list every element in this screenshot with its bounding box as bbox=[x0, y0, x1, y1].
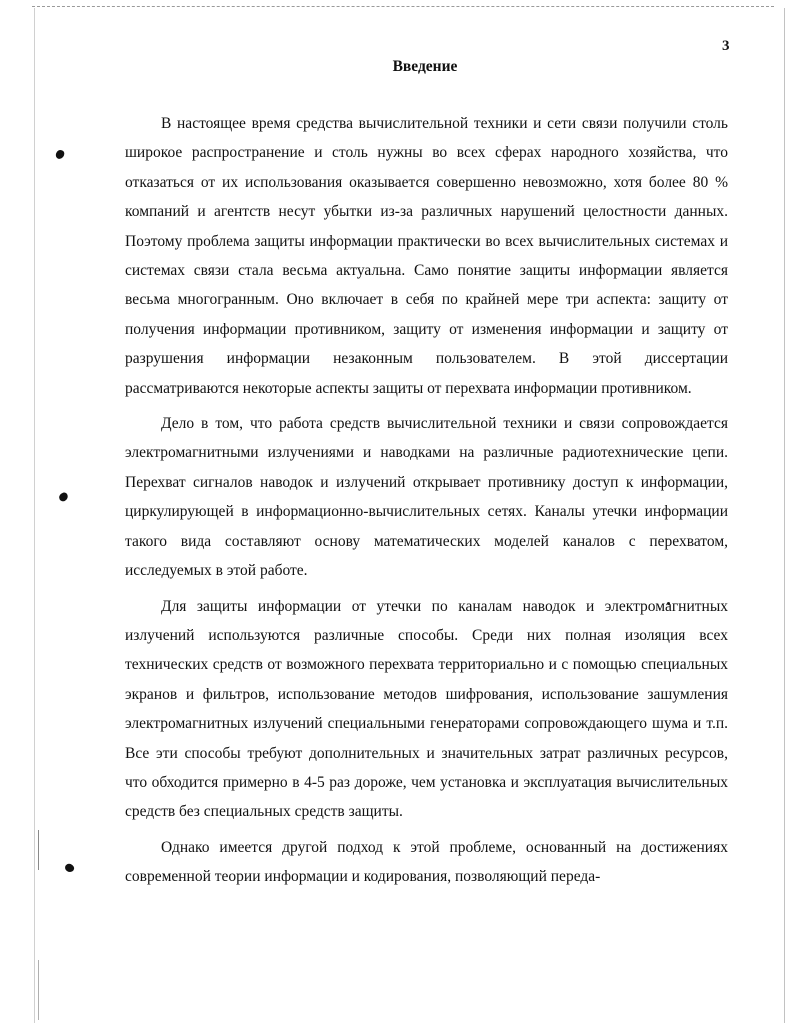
paragraph: Дело в том, что работа средств вычислительной техники и связи сопровождается электромагнитными излучениями и наводками на различные радиотехнические цепи. Перехват сигналов наводок и излучений открывает противнику доступ к информации, циркулирующей в информационно-вычислительных сетях. Каналы утечки информации такого вида составляют основу математических моделей каналов с перехватом, исследуемых в этой работе. bbox=[125, 415, 728, 580]
binding-hole-mark bbox=[55, 149, 66, 160]
scan-edge-right bbox=[784, 8, 785, 1023]
scan-edge-left bbox=[34, 8, 35, 1023]
scan-artifact-line bbox=[38, 960, 39, 1020]
scan-edge-top bbox=[32, 6, 774, 7]
page-title: Введение bbox=[392, 58, 458, 75]
paragraph: Для защиты информации от утечки по каналам наводок и электромагнитных излучений используются различные способы. Среди них полная изоляция всех технических средств от возможного перехвата территориально и с помощью специальных экранов и фильтров, использование методов шифрования, использование зашумления электромагнитных излучений специальными генераторами сопровождающего шума и т.п. Все эти способы требуют дополнительных и значительных затрат различных ресурсов, что обходится примерно в 4-5 раз дороже, чем установка и эксплуатация вычислительных средств без специальных средств защиты. bbox=[125, 597, 728, 821]
paragraph: В настоящее время средства вычислительной техники и сети связи получили столь широкое распространение и столь нужны во всех сферах народного хозяйства, что отказаться от их использования оказывается совершенно невозможно, хотя более 80 % компаний и агентств несут убытки из-за различных нарушений целостности данных. Поэтому проблема защиты информации практически во всех вычислительных системах и системах связи стала весьма актуальна. Само понятие защиты информации является весьма многогранным. Оно включает в себя по крайней мере три аспекта: защиту от получения информации противником, защиту от изменения информации и защиту от разрушения информации незаконным пользователем. В этой диссертации рассматриваются некоторые аспекты защиты от перехвата информации противником. bbox=[125, 115, 728, 397]
binding-hole-mark bbox=[58, 491, 70, 502]
paragraph: Однако имеется другой подход к этой проблеме, основанный на достижениях современной теории информации и кодирования, позволяющий переда- bbox=[125, 838, 728, 886]
page-number: 3 bbox=[722, 38, 730, 54]
body-text bbox=[125, 109, 728, 892]
binding-hole-mark bbox=[63, 862, 75, 874]
scan-artifact-line bbox=[38, 830, 39, 870]
